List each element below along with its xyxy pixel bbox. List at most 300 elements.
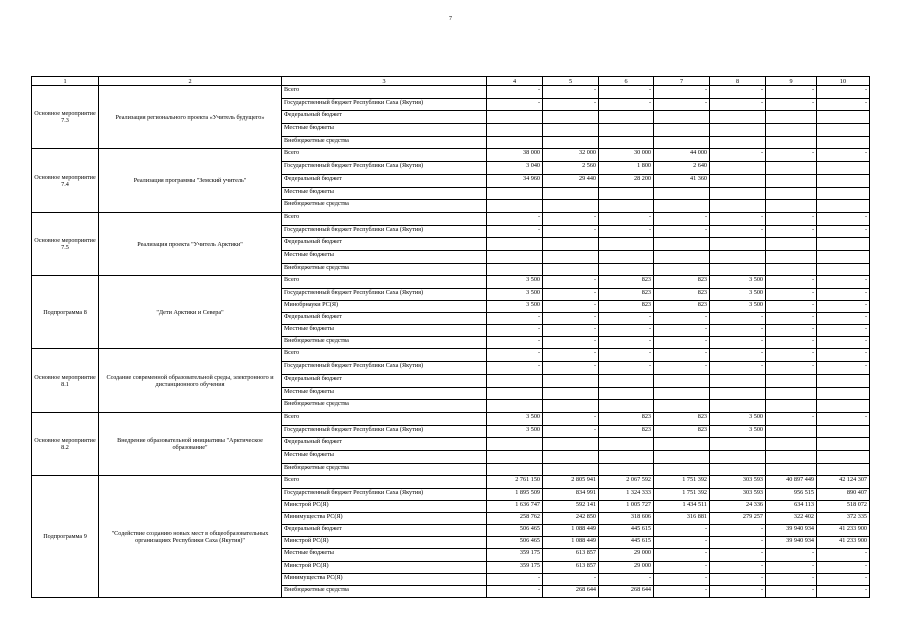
amount-cell: 3 040 [487, 162, 543, 175]
column-header: 9 [766, 77, 817, 86]
budget-table [31, 76, 870, 598]
program-name: "Содействие созданию новых мест в общеобразовательных организациях Республики Саха (Якутия)" [99, 476, 282, 598]
amount-cell: - [710, 561, 766, 573]
amount-cell: 41 233 900 [817, 525, 870, 537]
amount-cell: 322 402 [766, 512, 817, 524]
amount-cell: 40 897 449 [766, 476, 817, 488]
amount-cell: 29 000 [599, 561, 654, 573]
amount-cell [817, 136, 870, 149]
amount-cell: 32 000 [543, 149, 599, 162]
amount-cell: 1 751 392 [654, 476, 710, 488]
amount-cell [817, 174, 870, 187]
program-code: Основное мероприятие 8.2 [32, 412, 99, 475]
amount-cell: 613 857 [543, 549, 599, 561]
amount-cell [599, 263, 654, 276]
amount-cell: - [710, 349, 766, 362]
amount-cell: 268 644 [599, 586, 654, 598]
amount-cell: - [766, 586, 817, 598]
program-code: Основное мероприятие 8.1 [32, 349, 99, 412]
amount-cell: - [817, 325, 870, 337]
amount-cell [599, 463, 654, 476]
amount-cell: 2 067 592 [599, 476, 654, 488]
amount-cell [543, 200, 599, 213]
amount-cell [710, 200, 766, 213]
amount-cell: - [543, 573, 599, 585]
amount-cell [543, 387, 599, 400]
amount-cell: - [654, 86, 710, 99]
funding-source: Федеральный бюджет [282, 111, 487, 124]
amount-cell: 1 751 392 [654, 488, 710, 500]
amount-cell: 1 636 747 [487, 500, 543, 512]
column-header: 7 [654, 77, 710, 86]
amount-cell: - [766, 312, 817, 324]
column-header: 1 [32, 77, 99, 86]
amount-cell: - [817, 86, 870, 99]
amount-cell [710, 136, 766, 149]
amount-cell: - [599, 362, 654, 375]
amount-cell [654, 200, 710, 213]
amount-cell [766, 400, 817, 413]
funding-source: Государственный бюджет Республики Саха (Якутия) [282, 98, 487, 111]
column-header: 8 [710, 77, 766, 86]
amount-cell [766, 238, 817, 251]
amount-cell [817, 238, 870, 251]
table-row [32, 349, 870, 362]
amount-cell: - [654, 225, 710, 238]
amount-cell: 3 500 [487, 288, 543, 300]
amount-cell [543, 263, 599, 276]
amount-cell: - [766, 349, 817, 362]
amount-cell: 823 [599, 276, 654, 288]
funding-source: Местные бюджеты [282, 187, 487, 200]
column-header: 6 [599, 77, 654, 86]
amount-cell: - [599, 337, 654, 349]
amount-cell [599, 238, 654, 251]
amount-cell [817, 187, 870, 200]
funding-source: Внебюджетные средства [282, 263, 487, 276]
funding-source: Федеральный бюджет [282, 374, 487, 387]
amount-cell: - [543, 337, 599, 349]
amount-cell: 30 000 [599, 149, 654, 162]
amount-cell: - [599, 573, 654, 585]
funding-source: Внебюджетные средства [282, 586, 487, 598]
amount-cell: 1 324 333 [599, 488, 654, 500]
amount-cell [710, 387, 766, 400]
amount-cell: - [817, 149, 870, 162]
amount-cell [710, 263, 766, 276]
amount-cell: - [543, 225, 599, 238]
amount-cell [654, 263, 710, 276]
amount-cell: - [654, 537, 710, 549]
amount-cell [766, 463, 817, 476]
program-code: Основное мероприятие 7.3 [32, 86, 99, 149]
column-header: 4 [487, 77, 543, 86]
amount-cell [654, 463, 710, 476]
amount-cell: - [766, 225, 817, 238]
amount-cell: - [654, 312, 710, 324]
amount-cell [817, 263, 870, 276]
amount-cell: 1 088 449 [543, 537, 599, 549]
amount-cell [766, 425, 817, 438]
amount-cell: - [817, 312, 870, 324]
amount-cell [487, 200, 543, 213]
funding-source: Федеральный бюджет [282, 238, 487, 251]
amount-cell [487, 463, 543, 476]
amount-cell: - [817, 586, 870, 598]
amount-cell: 518 072 [817, 500, 870, 512]
table-row [32, 212, 870, 225]
amount-cell: 823 [599, 412, 654, 425]
amount-cell: 318 606 [599, 512, 654, 524]
amount-cell: 823 [599, 300, 654, 312]
amount-cell [817, 450, 870, 463]
amount-cell [766, 124, 817, 137]
table-row [32, 86, 870, 99]
program-name: Реализация программы "Земский учитель" [99, 149, 282, 212]
amount-cell: - [543, 425, 599, 438]
funding-source: Внебюджетные средства [282, 400, 487, 413]
amount-cell [543, 450, 599, 463]
table-header-row [32, 77, 870, 86]
funding-source: Государственный бюджет Республики Саха (Якутия) [282, 225, 487, 238]
amount-cell: - [710, 586, 766, 598]
amount-cell [487, 187, 543, 200]
amount-cell: 956 515 [766, 488, 817, 500]
amount-cell: - [487, 225, 543, 238]
amount-cell: 44 000 [654, 149, 710, 162]
amount-cell: 2 805 941 [543, 476, 599, 488]
amount-cell: - [654, 212, 710, 225]
funding-source: Местные бюджеты [282, 124, 487, 137]
amount-cell [487, 263, 543, 276]
amount-cell: - [710, 325, 766, 337]
amount-cell [543, 250, 599, 263]
amount-cell: - [599, 325, 654, 337]
amount-cell: - [654, 561, 710, 573]
amount-cell [487, 111, 543, 124]
amount-cell [766, 387, 817, 400]
amount-cell: 823 [654, 288, 710, 300]
amount-cell: - [817, 212, 870, 225]
amount-cell: - [599, 225, 654, 238]
program-code: Основное мероприятие 7.5 [32, 212, 99, 275]
amount-cell [766, 374, 817, 387]
amount-cell: - [766, 549, 817, 561]
amount-cell: - [817, 549, 870, 561]
amount-cell: - [543, 312, 599, 324]
amount-cell: 242 850 [543, 512, 599, 524]
amount-cell [599, 200, 654, 213]
program-name: Реализация регионального проекта «Учитель будущего» [99, 86, 282, 149]
amount-cell: - [543, 276, 599, 288]
amount-cell: 258 762 [487, 512, 543, 524]
amount-cell: - [543, 212, 599, 225]
amount-cell: - [543, 362, 599, 375]
amount-cell [487, 124, 543, 137]
funding-source: Местные бюджеты [282, 250, 487, 263]
amount-cell: - [543, 349, 599, 362]
amount-cell: - [817, 276, 870, 288]
funding-source: Минобрнауки РС(Я) [282, 300, 487, 312]
funding-source: Федеральный бюджет [282, 174, 487, 187]
funding-source: Всего [282, 349, 487, 362]
amount-cell [654, 111, 710, 124]
amount-cell [654, 124, 710, 137]
amount-cell [710, 463, 766, 476]
program-code: Подпрограмма 9 [32, 476, 99, 598]
amount-cell: - [710, 549, 766, 561]
amount-cell [710, 438, 766, 451]
amount-cell: - [710, 537, 766, 549]
amount-cell: - [654, 549, 710, 561]
amount-cell [599, 450, 654, 463]
amount-cell: 823 [654, 412, 710, 425]
amount-cell: - [766, 276, 817, 288]
amount-cell [710, 374, 766, 387]
funding-source: Минимущества РС(Я) [282, 573, 487, 585]
amount-cell [817, 200, 870, 213]
amount-cell [599, 438, 654, 451]
amount-cell: 2 560 [543, 162, 599, 175]
amount-cell: - [817, 573, 870, 585]
amount-cell: 3 500 [710, 300, 766, 312]
amount-cell: 3 500 [710, 412, 766, 425]
funding-source: Государственный бюджет Республики Саха (Якутия) [282, 488, 487, 500]
funding-source: Федеральный бюджет [282, 525, 487, 537]
page-number: 7 [449, 16, 452, 22]
amount-cell: 3 500 [710, 288, 766, 300]
amount-cell: - [710, 337, 766, 349]
amount-cell [766, 162, 817, 175]
program-name: Создание современной образовательной среды, электронного и дистанционного обучения [99, 349, 282, 412]
funding-source: Государственный бюджет Республики Саха (Якутия) [282, 288, 487, 300]
funding-source: Внебюджетные средства [282, 136, 487, 149]
funding-source: Местные бюджеты [282, 387, 487, 400]
amount-cell [543, 111, 599, 124]
amount-cell [817, 400, 870, 413]
amount-cell: - [710, 362, 766, 375]
amount-cell: 3 500 [487, 425, 543, 438]
amount-cell [599, 187, 654, 200]
amount-cell [766, 174, 817, 187]
funding-source: Местные бюджеты [282, 325, 487, 337]
amount-cell: 613 857 [543, 561, 599, 573]
program-name: "Дети Арктики и Севера" [99, 276, 282, 349]
amount-cell [766, 263, 817, 276]
amount-cell: 303 593 [710, 476, 766, 488]
amount-cell [543, 400, 599, 413]
amount-cell: - [710, 149, 766, 162]
amount-cell [710, 162, 766, 175]
funding-source: Всего [282, 276, 487, 288]
amount-cell [487, 238, 543, 251]
amount-cell: - [599, 98, 654, 111]
amount-cell: - [766, 561, 817, 573]
amount-cell [654, 400, 710, 413]
amount-cell: - [599, 349, 654, 362]
amount-cell: 3 500 [710, 276, 766, 288]
amount-cell: - [817, 362, 870, 375]
amount-cell [817, 438, 870, 451]
amount-cell [599, 250, 654, 263]
amount-cell: - [487, 362, 543, 375]
funding-source: Минстрой РС(Я) [282, 500, 487, 512]
amount-cell [817, 387, 870, 400]
amount-cell: - [710, 573, 766, 585]
program-code: Основное мероприятие 7.4 [32, 149, 99, 212]
amount-cell [487, 136, 543, 149]
funding-source: Внебюджетные средства [282, 463, 487, 476]
program-code: Подпрограмма 8 [32, 276, 99, 349]
amount-cell: - [766, 573, 817, 585]
amount-cell: 39 940 934 [766, 537, 817, 549]
amount-cell [599, 387, 654, 400]
table-row [32, 276, 870, 288]
amount-cell: - [599, 86, 654, 99]
funding-source: Федеральный бюджет [282, 312, 487, 324]
column-header: 2 [99, 77, 282, 86]
amount-cell: - [654, 349, 710, 362]
amount-cell: 634 113 [766, 500, 817, 512]
amount-cell [710, 450, 766, 463]
amount-cell: - [766, 325, 817, 337]
amount-cell: 3 500 [710, 425, 766, 438]
amount-cell: 29 000 [599, 549, 654, 561]
amount-cell: - [599, 212, 654, 225]
amount-cell [487, 450, 543, 463]
funding-source: Государственный бюджет Республики Саха (Якутия) [282, 162, 487, 175]
amount-cell: 445 615 [599, 525, 654, 537]
amount-cell [543, 238, 599, 251]
amount-cell [766, 450, 817, 463]
amount-cell [487, 250, 543, 263]
amount-cell: 1 005 727 [599, 500, 654, 512]
amount-cell [766, 250, 817, 263]
amount-cell: 359 175 [487, 561, 543, 573]
amount-cell [543, 136, 599, 149]
amount-cell: - [654, 337, 710, 349]
amount-cell: - [654, 325, 710, 337]
amount-cell: 3 500 [487, 412, 543, 425]
amount-cell [817, 111, 870, 124]
amount-cell: - [766, 412, 817, 425]
amount-cell: 823 [599, 425, 654, 438]
amount-cell [710, 174, 766, 187]
amount-cell [654, 238, 710, 251]
funding-source: Внебюджетные средства [282, 337, 487, 349]
amount-cell: - [654, 362, 710, 375]
amount-cell [766, 111, 817, 124]
amount-cell: 372 335 [817, 512, 870, 524]
amount-cell [543, 374, 599, 387]
amount-cell: 823 [654, 300, 710, 312]
amount-cell: 268 644 [543, 586, 599, 598]
amount-cell [710, 400, 766, 413]
amount-cell: - [710, 98, 766, 111]
program-name: Внедрение образовательной инициативы "Арктическое образование" [99, 412, 282, 475]
amount-cell: - [710, 525, 766, 537]
amount-cell [766, 200, 817, 213]
funding-source: Государственный бюджет Республики Саха (Якутия) [282, 362, 487, 375]
amount-cell [817, 374, 870, 387]
funding-source: Минстрой РС(Я) [282, 537, 487, 549]
funding-source: Внебюджетные средства [282, 200, 487, 213]
funding-source: Минимущества РС(Я) [282, 512, 487, 524]
amount-cell: 38 000 [487, 149, 543, 162]
amount-cell: - [817, 288, 870, 300]
amount-cell: - [766, 362, 817, 375]
amount-cell: - [817, 225, 870, 238]
amount-cell: - [543, 288, 599, 300]
amount-cell [766, 136, 817, 149]
funding-source: Местные бюджеты [282, 450, 487, 463]
amount-cell: - [710, 225, 766, 238]
amount-cell [710, 238, 766, 251]
amount-cell: 834 991 [543, 488, 599, 500]
table-row [32, 412, 870, 425]
amount-cell: 890 407 [817, 488, 870, 500]
amount-cell [710, 187, 766, 200]
amount-cell: - [766, 86, 817, 99]
amount-cell [817, 250, 870, 263]
column-header: 5 [543, 77, 599, 86]
amount-cell: - [766, 212, 817, 225]
amount-cell: - [487, 349, 543, 362]
amount-cell: 1 088 449 [543, 525, 599, 537]
table-row [32, 149, 870, 162]
amount-cell [817, 425, 870, 438]
amount-cell: - [817, 98, 870, 111]
amount-cell [654, 450, 710, 463]
amount-cell [710, 111, 766, 124]
amount-cell [487, 387, 543, 400]
amount-cell: - [543, 325, 599, 337]
amount-cell: - [817, 349, 870, 362]
column-header: 10 [817, 77, 870, 86]
amount-cell: - [487, 98, 543, 111]
amount-cell: - [654, 586, 710, 598]
funding-source: Всего [282, 212, 487, 225]
amount-cell [654, 187, 710, 200]
amount-cell [654, 438, 710, 451]
table-row [32, 476, 870, 488]
amount-cell: - [487, 86, 543, 99]
amount-cell: 34 960 [487, 174, 543, 187]
amount-cell [487, 374, 543, 387]
funding-source: Всего [282, 86, 487, 99]
amount-cell [654, 250, 710, 263]
amount-cell: - [487, 573, 543, 585]
amount-cell [654, 374, 710, 387]
amount-cell: - [817, 412, 870, 425]
funding-source: Федеральный бюджет [282, 438, 487, 451]
amount-cell: - [817, 561, 870, 573]
funding-source: Всего [282, 149, 487, 162]
amount-cell [766, 187, 817, 200]
amount-cell: 29 440 [543, 174, 599, 187]
amount-cell [599, 400, 654, 413]
amount-cell: 24 336 [710, 500, 766, 512]
amount-cell: 1 895 509 [487, 488, 543, 500]
amount-cell: 3 500 [487, 276, 543, 288]
amount-cell: - [487, 212, 543, 225]
amount-cell: 28 200 [599, 174, 654, 187]
funding-source: Государственный бюджет Республики Саха (Якутия) [282, 425, 487, 438]
funding-source: Минстрой РС(Я) [282, 561, 487, 573]
amount-cell [599, 124, 654, 137]
amount-cell: - [599, 312, 654, 324]
amount-cell: 42 124 307 [817, 476, 870, 488]
